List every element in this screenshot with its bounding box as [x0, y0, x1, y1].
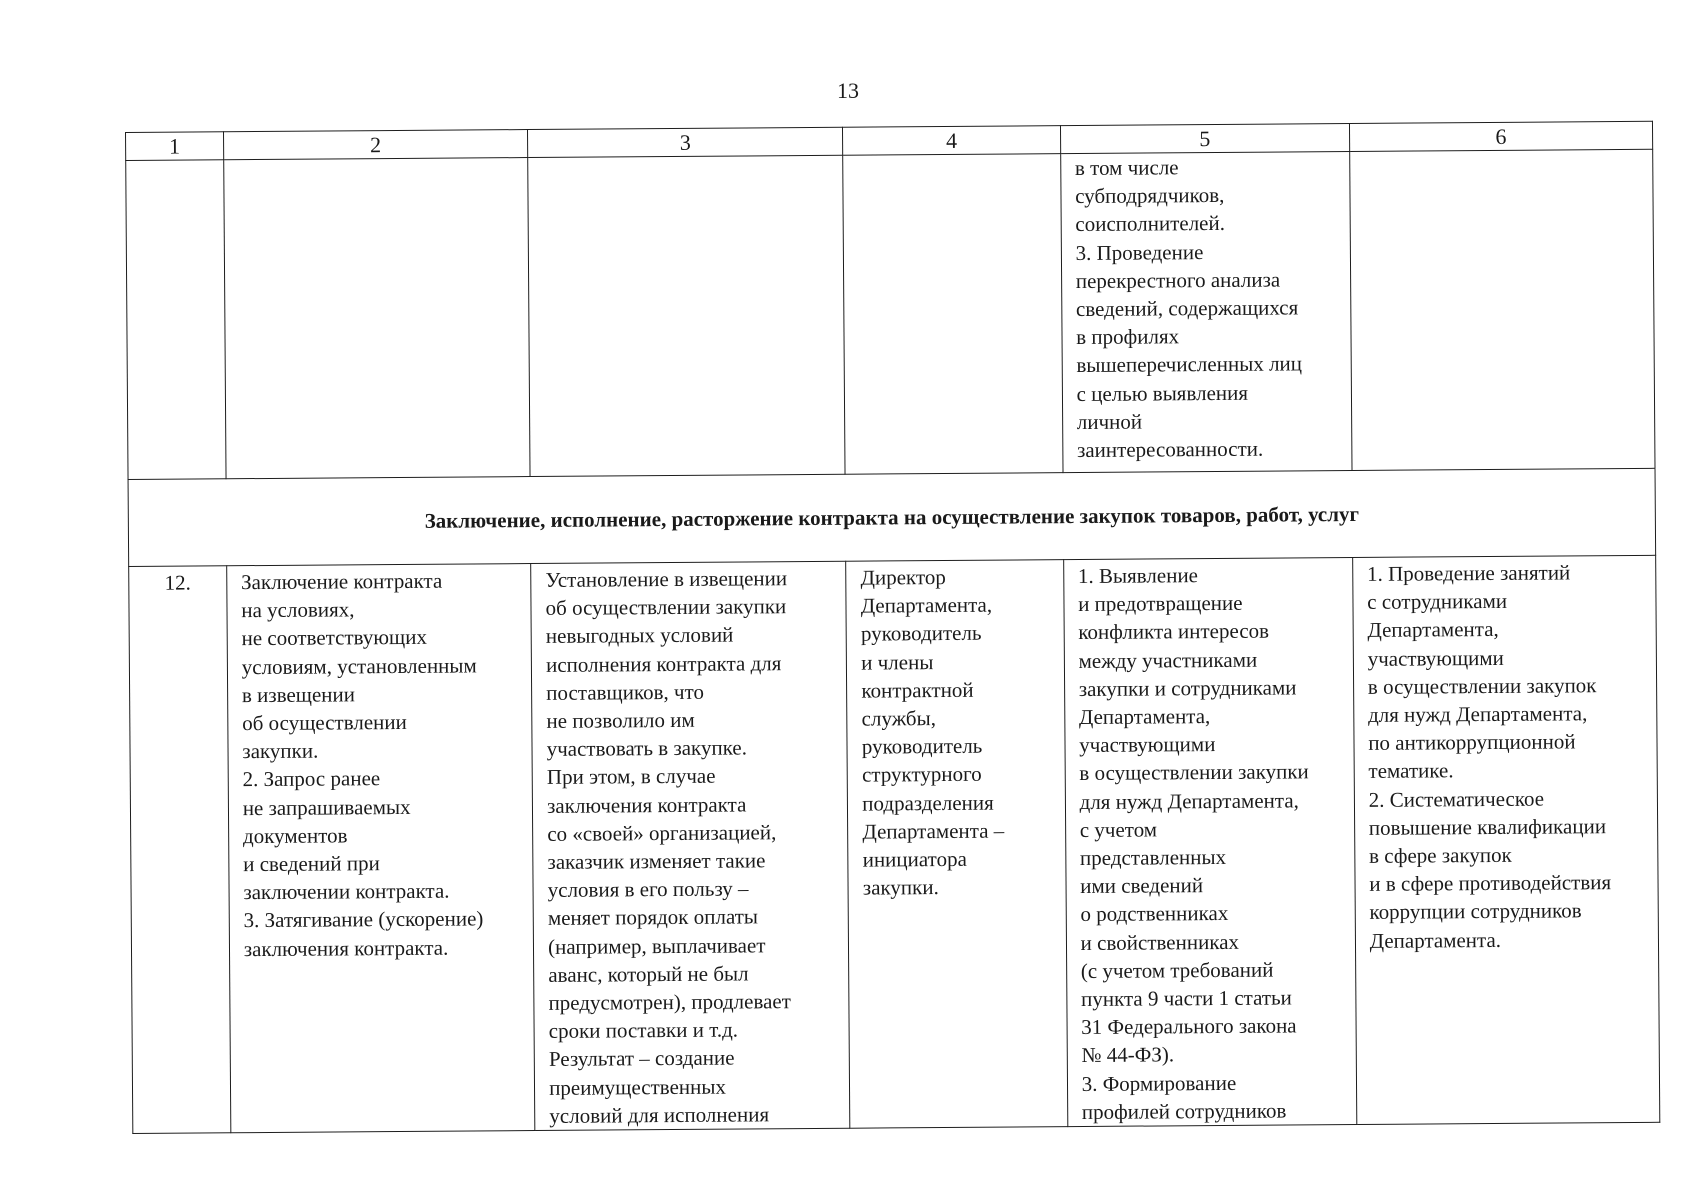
cell-text-line: заинтересованности.: [1076, 436, 1264, 463]
cell-text-line: коррупции сотрудников: [1369, 898, 1582, 925]
cell-text-line: службы,: [861, 706, 937, 731]
cell-text-line: закупки.: [862, 875, 939, 900]
cell-text-line: аванс, который не был: [548, 961, 749, 987]
cell-text-line: субподрядчиков,: [1075, 183, 1225, 209]
cell-text-line: участвующими: [1079, 732, 1216, 758]
row-number: 12.: [129, 566, 231, 1134]
cell-text-line: сведений, содержащихся: [1075, 295, 1299, 322]
cell-text-line: тематике.: [1368, 758, 1454, 784]
responsible-persons-cell: [846, 560, 1068, 1129]
cell-text-line: (например, выплачивает: [548, 932, 766, 959]
cell-text-line: 3. Проведение: [1075, 239, 1204, 265]
cell-text-line: перекрестного анализа: [1075, 267, 1281, 293]
cell-text-line: Заключение контракта: [241, 568, 443, 595]
cell-text-line: Результат – создание: [548, 1046, 735, 1072]
cell-text-line: вышеперечисленных лиц: [1076, 351, 1303, 378]
cell-text-line: Департамента,: [1078, 704, 1211, 730]
cell-text-line: условия в его пользу –: [547, 876, 749, 903]
column-number-cell: 4: [843, 126, 1061, 156]
prevention-measures-cell: [1352, 555, 1659, 1124]
cell-text-line: соисполнителей.: [1075, 211, 1226, 237]
cell-text-line: в сфере закупок: [1369, 842, 1512, 868]
cell-text-line: со «своей» организацией,: [547, 820, 777, 846]
cell-text-line: руководитель: [860, 621, 982, 647]
cell-text-line: о родственниках: [1080, 901, 1229, 927]
cell-text-line: (с учетом требований: [1080, 957, 1274, 983]
table-cell-empty: [1349, 149, 1655, 470]
cell-text-line: не соответствующих: [241, 625, 427, 651]
column-number-cell: 1: [126, 132, 224, 161]
cell-text-line: заключении контракта.: [243, 878, 450, 905]
cell-text-line: с сотрудниками: [1367, 589, 1508, 615]
cell-text-line: в профилях: [1076, 324, 1180, 350]
cell-text-line: условий для исполнения: [549, 1102, 770, 1128]
cell-text-line: между участниками: [1078, 647, 1258, 673]
cell-text-line: Департамента,: [1367, 617, 1499, 643]
cell-text-line: невыгодных условий: [545, 622, 734, 649]
column-number-cell: 6: [1349, 121, 1652, 151]
cell-text-line: для нужд Департамента,: [1367, 701, 1588, 727]
cell-text-line: и предотвращение: [1078, 591, 1243, 617]
cell-text-line: инициатора: [862, 846, 967, 872]
table-cell-empty: [126, 160, 226, 480]
cell-text-line: в извещении: [241, 682, 356, 707]
cell-text-line: Департамента,: [860, 592, 993, 618]
cell-text-line: преимущественных: [549, 1074, 727, 1100]
cell-text-line: повышение квалификации: [1368, 813, 1607, 840]
cell-text-line: исполнения контракта для: [545, 650, 782, 677]
risk-description-cell: [226, 564, 534, 1133]
cell-text-line: предусмотрен), продлевает: [548, 989, 791, 1015]
cell-text-line: контрактной: [861, 677, 974, 703]
cell-text-line: Департамента.: [1369, 927, 1502, 953]
cell-text-line: сроки поставки и т.д.: [548, 1017, 739, 1044]
section-heading: Заключение, исполнение, расторжение контракта на осуществление закупок товаров, работ, услуг: [128, 468, 1656, 566]
cell-text-line: на условиях,: [241, 597, 355, 623]
procurement-risk-table: [125, 121, 1660, 1126]
cell-text-line: с учетом: [1079, 817, 1158, 842]
cell-text-line: в осуществлении закупки: [1079, 759, 1309, 786]
cell-text-line: 3. Формирование: [1081, 1070, 1237, 1096]
cell-text-line: заказчик изменяет такие: [547, 848, 766, 874]
cell-text-line: структурного: [861, 762, 982, 788]
page-number: 13: [837, 78, 859, 103]
cell-text-line: с целью выявления: [1076, 380, 1249, 406]
minimization-measures-cell: [1063, 558, 1356, 1127]
cell-text-line: заключения контракта.: [243, 935, 449, 961]
cell-text-line: подразделения: [862, 790, 994, 816]
cell-text-line: профилей сотрудников: [1081, 1098, 1287, 1124]
cell-text-line: ими сведений: [1080, 873, 1204, 899]
cell-text-line: 2. Запрос ранее: [242, 766, 381, 792]
cell-text-line: для нужд Департамента,: [1079, 788, 1299, 814]
cell-text-line: Установление в извещении: [545, 566, 788, 592]
cell-text-line: в осуществлении закупок: [1367, 673, 1597, 699]
cell-text-line: и сведений при: [243, 851, 380, 877]
cell-text-line: не позволило им: [546, 707, 695, 733]
column-number-cell: 3: [528, 127, 843, 157]
cell-text-line: и свойственниках: [1080, 929, 1240, 955]
cell-text-line: Департамента –: [862, 818, 1005, 844]
continuation-row: [126, 149, 1655, 479]
cell-text-line: в том числе: [1074, 155, 1179, 181]
cell-text-line: 31 Федерального закона: [1081, 1013, 1297, 1040]
cell-text-line: участвующими: [1367, 645, 1504, 671]
cell-text-line: закупки и сотрудниками: [1078, 675, 1297, 701]
cell-text-line: личной: [1076, 409, 1143, 434]
cell-text-line: меняет порядок оплаты: [547, 904, 759, 931]
cell-text-line: и члены: [861, 649, 934, 675]
cell-text-line: не запрашиваемых: [242, 794, 411, 820]
cell-text-line: поставщиков, что: [546, 679, 705, 705]
cell-text-line: № 44-ФЗ).: [1081, 1042, 1175, 1068]
column-number-cell: 5: [1060, 124, 1349, 154]
section-heading-row: [128, 468, 1656, 566]
cell-text-line: пункта 9 части 1 статьи: [1080, 985, 1292, 1012]
cell-text-line: руководитель: [861, 733, 983, 759]
cell-text-line: и в сфере противодействия: [1369, 870, 1612, 897]
cell-text-line: об осуществлении: [242, 709, 407, 736]
cell-text-line: 3. Затягивание (ускорение): [243, 906, 484, 933]
cell-text-line: представленных: [1079, 844, 1227, 871]
table-cell-empty: [843, 154, 1063, 475]
cell-text-line: заключения контракта: [546, 792, 747, 818]
cell-text-line: 2. Систематическое: [1368, 786, 1545, 812]
cell-text-line: условиям, установленным: [241, 653, 477, 679]
table-cell-empty: [528, 155, 846, 476]
cell-text-line: 1. Выявление: [1077, 563, 1199, 589]
cell-text-line: по антикоррупционной: [1368, 729, 1576, 756]
cell-text-line: конфликта интересов: [1078, 619, 1270, 645]
continuation-measures-cell: [1060, 152, 1351, 473]
cell-text-line: об осуществлении закупки: [545, 594, 787, 621]
cell-text-line: закупки.: [242, 738, 319, 764]
column-number-cell: 2: [223, 130, 528, 160]
cell-text-line: участвовать в закупке.: [546, 735, 747, 762]
table-cell-empty: [224, 158, 531, 479]
cell-text-line: Директор: [860, 564, 946, 590]
table-grid: [125, 121, 1660, 1134]
cell-text-line: 1. Проведение занятий: [1366, 560, 1571, 586]
risk-scheme-cell: [531, 561, 850, 1130]
table-row-12: [129, 555, 1660, 1133]
cell-text-line: При этом, в случае: [546, 764, 716, 790]
cell-text-line: документов: [242, 823, 348, 848]
